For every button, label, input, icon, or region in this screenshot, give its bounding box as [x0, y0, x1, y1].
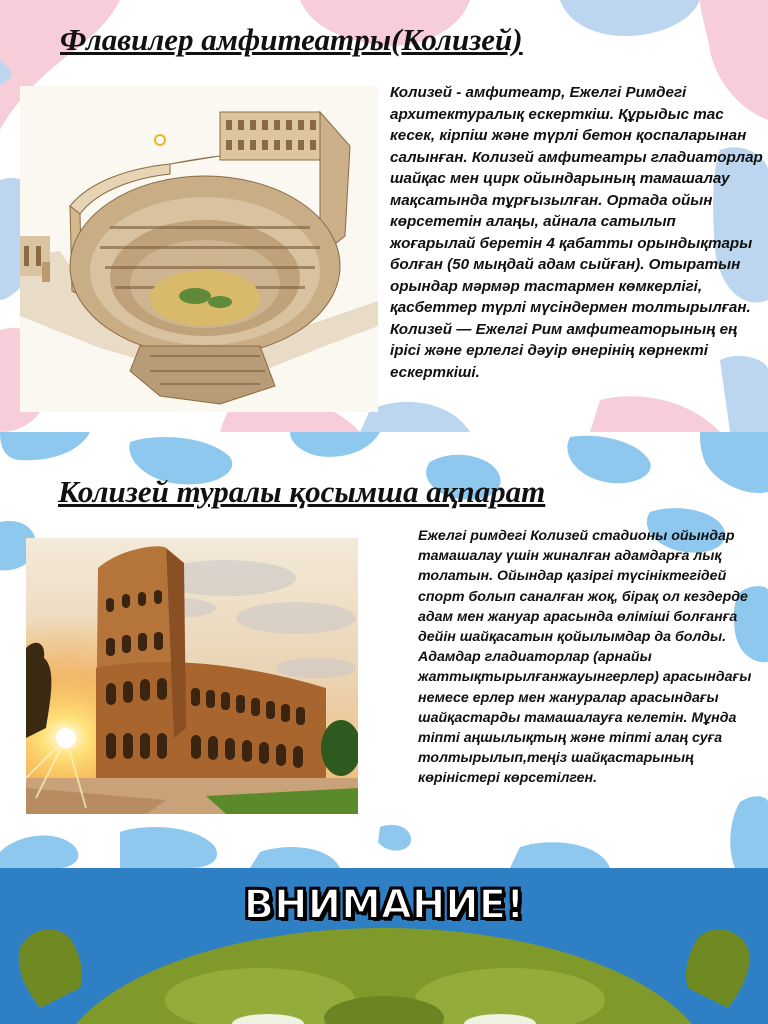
colosseum-cutaway-illustration	[20, 86, 378, 412]
section2-description: Ежелгі римдегі Колизей стадионы ойындар тамашалау үшін жиналған адамдарға лық толатын. Ойындар қазіргі түсініктегідей спорт болып саналған жоқ, бірақ ол кездерде адам мен жануар арасында өлімішi болғанға дейін шайқасатын қойылымдар да болды. Адамдар гладиаторлар (арнайы жаттықтырылғанжауынгерлер) арасындағы немесе ерлер мен жануралар арасындағы шайқастарды тамашалауға келетін. Мұнда тіпті аңшылықтың және тіпті алаң суға толтырылып,теңіз шайқастарының көріністері көрсетілген.	[418, 528, 752, 787]
attention-meme-panel	[0, 868, 768, 1024]
section1-title: Флавилер амфитеатры(Колизей)	[60, 22, 523, 57]
section1-description: Колизей - амфитеатр, Ежелгі Римдегі архитектуралық ескерткіш. Құрыдыс тас кесек, кірпіш және түрлі бетон қоспаларынан салынған. Колизей амфитеатры гладиаторлар шайқас мен цирк ойындарының тамашалау мақсатында тұрғызылған. Ортада ойын көрсететін алаңы, айнала сатылып жоғарылай беретін 4 қабатты орындықтары болған (50 мыңдай адам сыйған). Отыратын орындар мәрмәр тастармен көмкерлігі, қасбеттер түрлі мүсіндермен толтырылған. Колизей — Ежелгі Рим амфитеаторының ең ірісі және ерлелгі дәуір өнерінің көрнекті ескерткіші.	[390, 84, 763, 381]
colosseum-sunset-photo	[26, 538, 358, 814]
section2-title: Колизей туралы қосымша ақпарат	[58, 474, 546, 509]
colosseum-extra-info-panel	[0, 432, 768, 868]
attention-caption: ВНИМАНИЕ!	[243, 882, 525, 928]
colosseum-intro-panel	[0, 0, 768, 432]
